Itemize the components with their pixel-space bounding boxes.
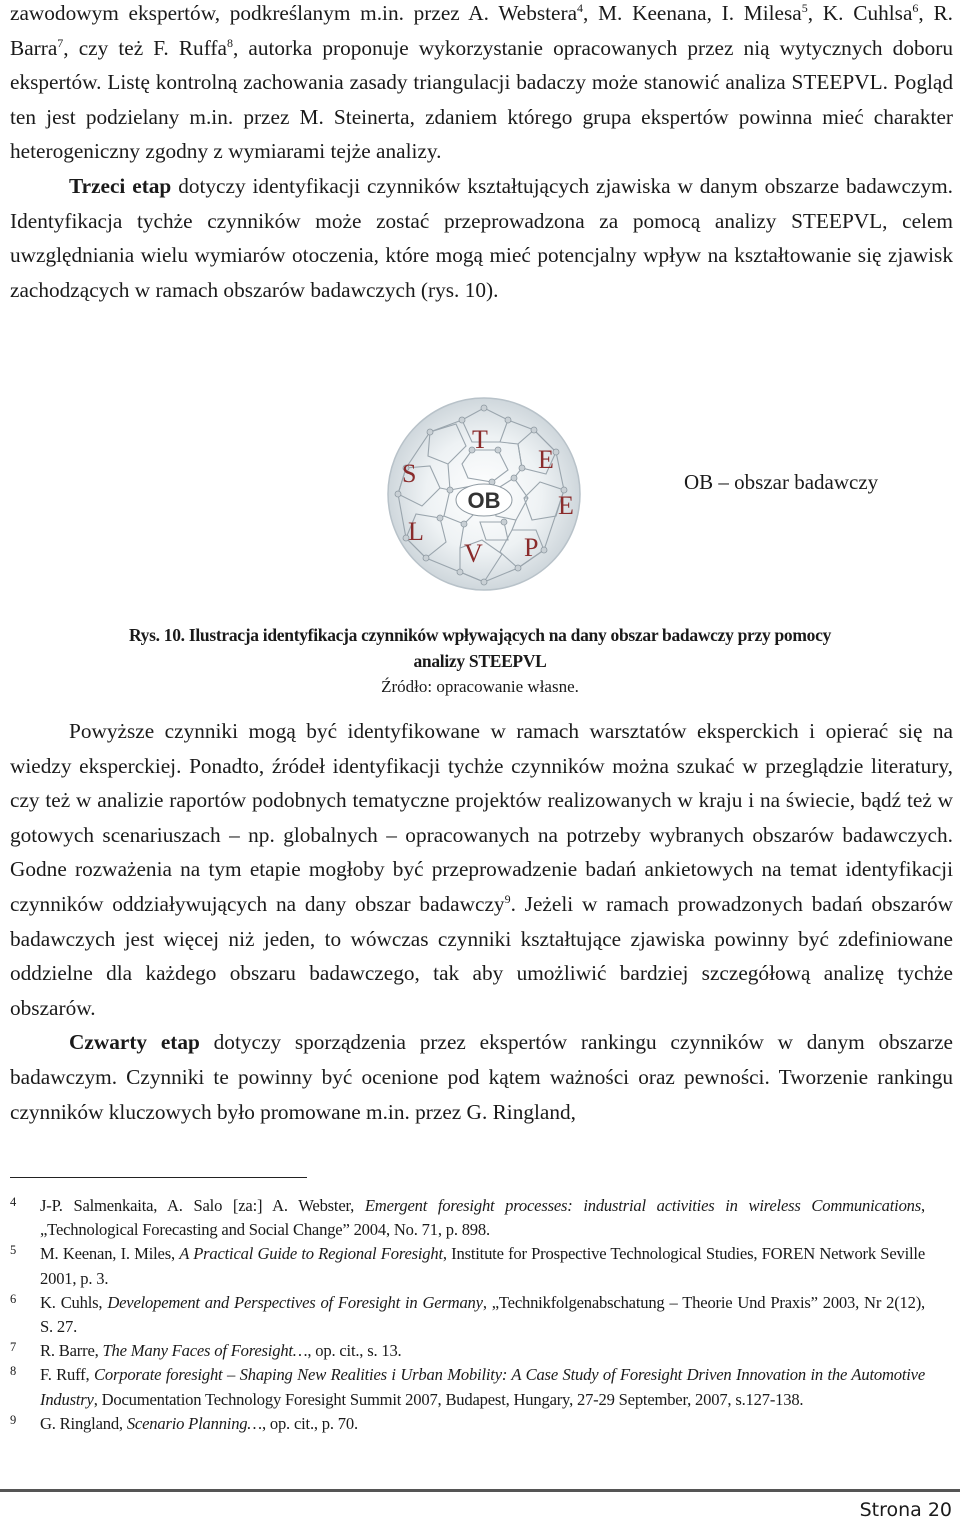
footnote-title: A Practical Guide to Regional Foresight — [179, 1244, 443, 1264]
footnote-title: Emergent foresight processes: industrial activities in wireless Communications — [364, 1196, 922, 1215]
footnote-ref-4[interactable]: 4 — [577, 0, 584, 15]
stage-heading-fourth: Czwarty etap — [69, 1030, 200, 1055]
footnote-title: The Many Faces of Foresight… — [102, 1341, 308, 1361]
footnote-text: , Documentation Technology Foresight Summit 2007, Budapest, Hungary, 27-29 September, 2007, s.127-138. — [93, 1389, 804, 1409]
footnote-number: 6 — [10, 1291, 17, 1306]
center-label: OB — [467, 488, 501, 513]
footnote-ref-7[interactable]: 7 — [57, 35, 64, 50]
footnote-ref-6[interactable]: 6 — [912, 0, 919, 15]
text-run: Powyższe czynniki mogą być identyfikowane w ramach warsztatów eksperckich i opierać się na wiedzy eksperckiej. Ponadto, źródeł identyfikacji tychże czynników można szukać w przeglądzie literatury, czy też w analizie raportów podobnych tematyczne projektów realizowanych w kraju i na świecie, bądź też w gotowych scenariuszach – np. globalnych – opracowanych na potrzeby wybranych obszarów badawczych. Godne rozważenia na tym etapie mogłoby być przeprowadzenie badań ankietowych na temat identyfikacji czynników oddziaływujących na dany obszar badawczy — [10, 719, 953, 916]
footnote-title: Corporate foresight – Shaping New Realities i Urban Mobility: A Case Study of Foresight Driven Innovation in the Automotive Industry — [40, 1365, 925, 1409]
paragraph-third-stage — [10, 169, 953, 307]
paragraph-sources — [10, 714, 953, 1129]
letter-s: S — [402, 459, 417, 488]
figure-caption — [80, 622, 880, 674]
footnote-number: 4 — [10, 1195, 17, 1209]
letter-e-2: E — [558, 491, 574, 520]
text-run: , R. Barra — [10, 1, 953, 60]
footnote-text: G. Ringland, — [40, 1413, 127, 1433]
text-run: , K. Cuhlsa — [807, 1, 913, 25]
paragraph-experts — [10, 0, 953, 307]
footnote-text: , Institute for Prospective Technological Studies, FOREN Network Seville 2001, p. 3. — [40, 1244, 925, 1288]
steepvl-diagram — [368, 390, 600, 594]
footnote-title: Scenario Planning… — [126, 1413, 262, 1433]
paragraph-fourth-stage — [10, 1025, 953, 1129]
letter-e-1: E — [538, 445, 554, 474]
caption-line: analizy STEEPVL — [413, 651, 547, 671]
text-run: , czy też F. Ruffa — [63, 35, 227, 60]
footnote-ref-9[interactable]: 9 — [504, 891, 511, 906]
footnote-text: , op. cit., s. 13. — [307, 1341, 402, 1361]
footnote-title: Developement and Perspectives of Foresight in Germany — [107, 1292, 483, 1312]
letter-l: L — [408, 517, 424, 546]
footnote-8 — [10, 1363, 925, 1411]
page-footer-rule — [0, 1489, 960, 1492]
text-run: , M. Keenana, I. Milesa — [583, 1, 802, 25]
footnote-separator — [10, 1177, 307, 1178]
text-run: , autorka proponuje wykorzystanie opracowanych przez nią wytycznych doboru ekspertów. Listę kontrolną zachowania zasady triangulacji badaczy może stanowić analiza STEEPVL. Pogląd ten jest podzielany m.in. przez M. Steinerta, zdaniem którego grupa ekspertów powinna mieć charakter heterogeniczny zgodny z wymiarami tejże analizy. — [10, 35, 953, 164]
footnote-text: F. Ruff, — [40, 1365, 94, 1385]
figure-legend: OB – obszar badawczy — [684, 470, 879, 494]
footnote-text: , „Technological Forecasting and Social Change” 2004, No. 71, p. 898. — [40, 1196, 925, 1240]
footnote-number: 8 — [10, 1364, 17, 1379]
footnote-text: R. Barre, — [40, 1341, 103, 1361]
footnote-text: K. Cuhls, — [40, 1292, 108, 1312]
footnote-number: 5 — [10, 1243, 17, 1258]
figure-source: Źródło: opracowanie własne. — [381, 677, 579, 696]
page-number: Strona 20 — [859, 1499, 952, 1521]
footnote-text: , op. cit., p. 70. — [261, 1413, 358, 1433]
text-run: dotyczy sporządzenia przez ekspertów rankingu czynników w danym obszarze badawczym. Czynniki te powinny być ocenione pod kątem ważności oraz pewności. Tworzenie rankingu czynników kluczowych było promowane m.in. przez G. Ringland, — [10, 1030, 954, 1124]
letter-t: T — [472, 425, 488, 454]
footnote-number: 9 — [10, 1412, 17, 1427]
letter-p: P — [524, 533, 539, 562]
text-run: zawodowym ekspertów, podkreślanym m.in. przez A. Webstera — [10, 1, 578, 25]
footnote-number: 7 — [10, 1340, 17, 1355]
footnote-text: M. Keenan, I. Miles, — [40, 1244, 180, 1264]
text-run: . Jeżeli w ramach prowadzonych badań obszarów badawczych jest więcej niż jeden, to wówczas czynniki kształtujące zjawiska powinny być zdefiniowane oddzielne dla każdego obszaru badawczego, tak aby umożliwić bardziej szczegółową analizę tychże obszarów. — [10, 891, 953, 1020]
footnote-text: , „Technikfolgenabschatung – Theorie Und Praxis” 2003, Nr 2(12), S. 27. — [40, 1292, 925, 1337]
letter-v: V — [464, 539, 483, 568]
footnotes — [10, 1194, 925, 1436]
footnote-5 — [10, 1242, 925, 1290]
footnote-ref-5[interactable]: 5 — [801, 0, 808, 15]
footnote-text: J-P. Salmenkaita, A. Salo [za:] A. Webster, — [40, 1196, 365, 1215]
footnote-6 — [10, 1291, 925, 1339]
text-run: dotyczy identyfikacji czynników kształtujących zjawiska w danym obszarze badawczym. Identyfikacja tychże czynników może zostać przeprowadzona za pomocą analizy STEEPVL, celem uwzględniania wielu wymiarów otoczenia, które mogą mieć potencjalny wpływ na kształtowanie się zjawisk zachodzących w ramach obszarów badawczych (rys. 10). — [10, 173, 953, 302]
footnote-7 — [10, 1339, 925, 1363]
footnote-ref-8[interactable]: 8 — [226, 35, 233, 50]
caption-line: Rys. 10. Ilustracja identyfikacja czynników wpływających na dany obszar badawczy przy pomocy — [128, 625, 832, 645]
stage-heading-third: Trzeci etap — [69, 173, 172, 198]
footnote-4 — [10, 1194, 925, 1242]
footnote-9 — [10, 1412, 925, 1436]
steepvl-figure — [368, 390, 600, 594]
